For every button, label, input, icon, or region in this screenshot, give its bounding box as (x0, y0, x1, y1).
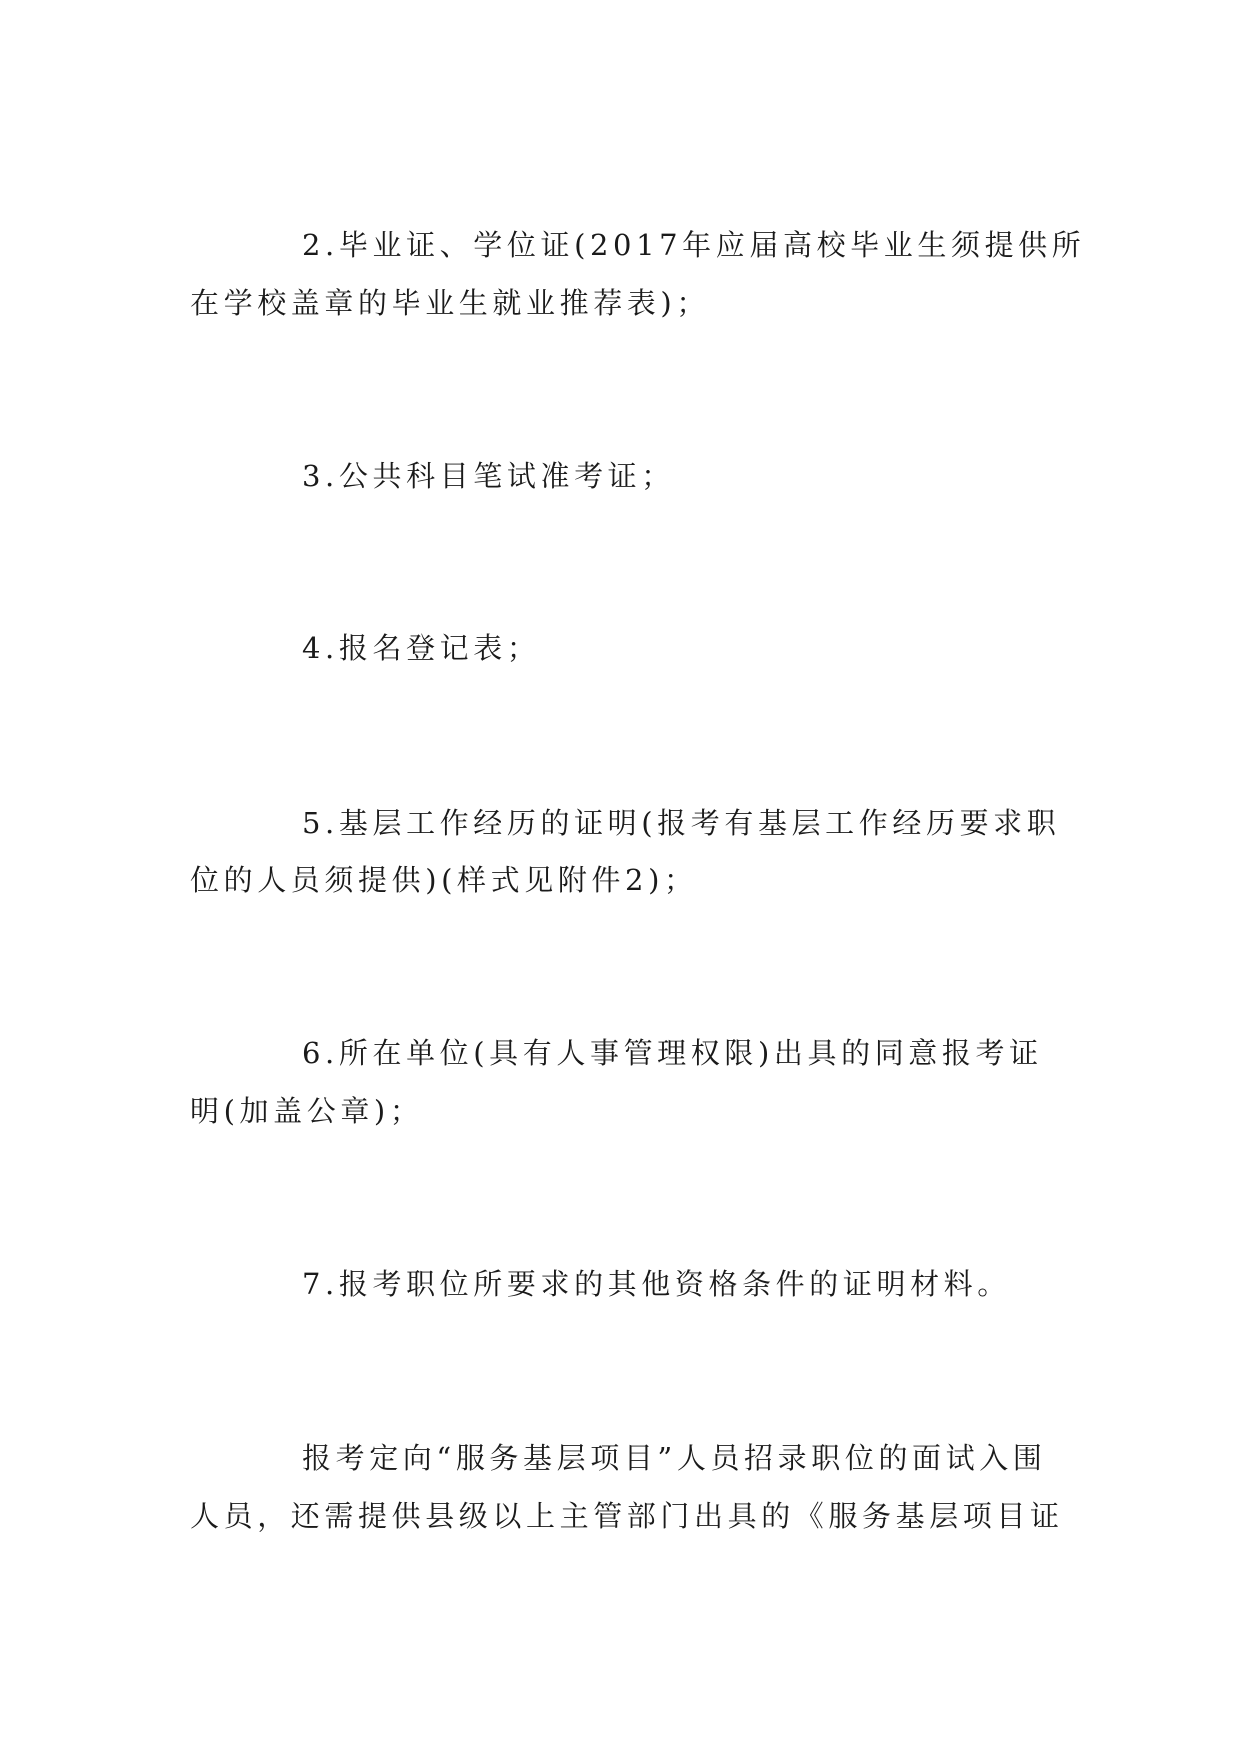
paragraph-line: 5.基层工作经历的证明(报考有基层工作经历要求职 (302, 806, 1061, 840)
paragraph-line: 6.所在单位(具有人事管理权限)出具的同意报考证 (302, 1036, 1043, 1070)
paragraph-line: 3.公共科目笔试准考证； (302, 459, 675, 493)
paragraph-line: 报考定向“服务基层项目”人员招录职位的面试入围 (302, 1441, 1047, 1475)
paragraph-line: 人员，还需提供县级以上主管部门出具的《服务基层项目证 (190, 1499, 1064, 1533)
paragraph-line: 4.报名登记表； (302, 631, 541, 665)
paragraph-line: 2.毕业证、学位证(2017年应届高校毕业生须提供所 (302, 228, 1086, 262)
paragraph-line: 7.报考职位所要求的其他资格条件的证明材料。 (302, 1267, 1011, 1301)
paragraph-line: 明(加盖公章)； (190, 1094, 424, 1128)
paragraph-line: 在学校盖章的毕业生就业推荐表)； (190, 286, 710, 320)
paragraph-line: 位的人员须提供)(样式见附件2)； (190, 863, 698, 897)
